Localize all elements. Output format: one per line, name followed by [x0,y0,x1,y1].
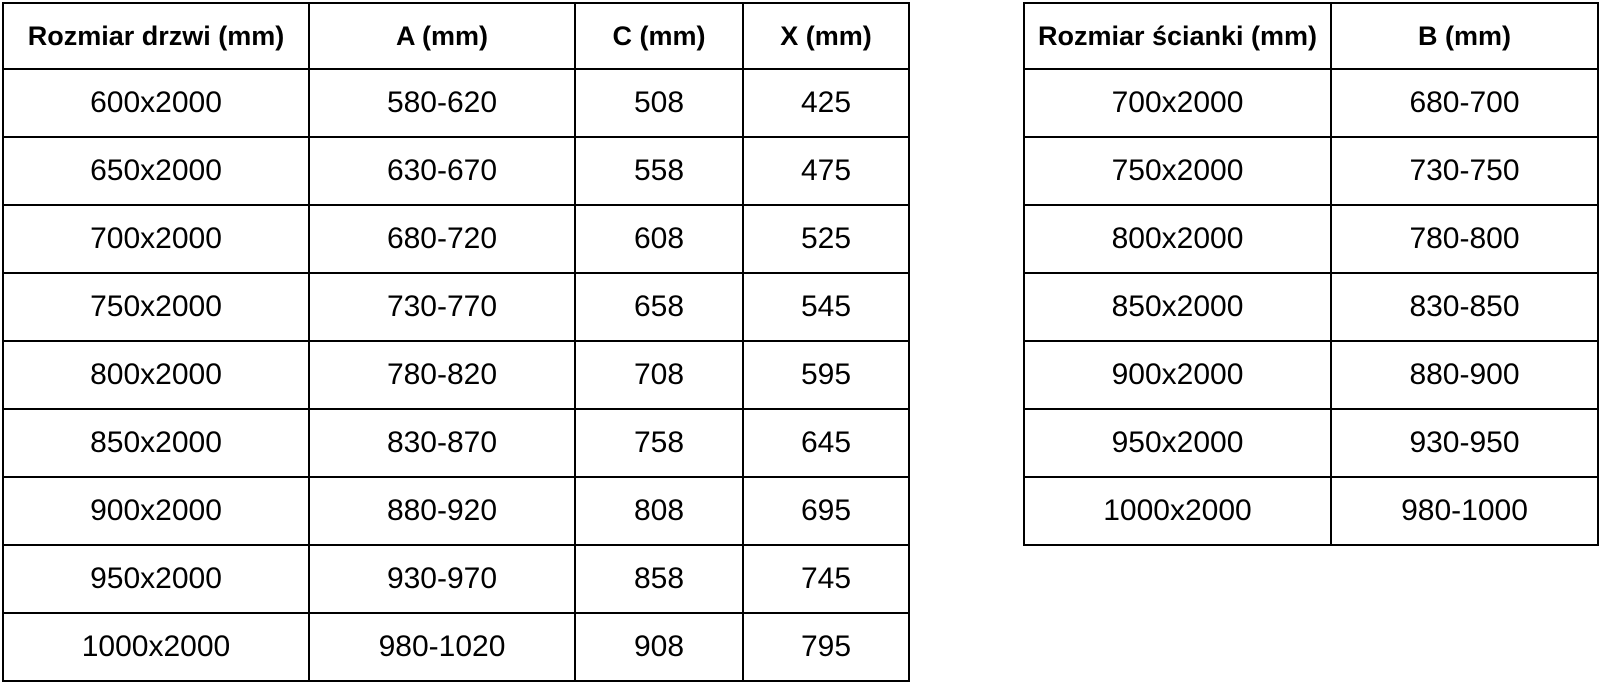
table-row [1024,205,1598,273]
wall-size-cell: 900x2000 [1024,341,1331,409]
door-a-cell: 830-870 [309,409,575,477]
wall-table-header-size: Rozmiar ścianki (mm) [1024,3,1331,69]
door-c-cell: 808 [575,477,743,545]
wall-size-cell: 950x2000 [1024,409,1331,477]
door-size-cell: 700x2000 [3,205,309,273]
door-size-cell: 650x2000 [3,137,309,205]
wall-table-header-b: B (mm) [1331,3,1598,69]
door-c-cell: 558 [575,137,743,205]
door-a-cell: 880-920 [309,477,575,545]
door-x-cell: 425 [743,69,909,137]
door-x-cell: 745 [743,545,909,613]
door-c-cell: 858 [575,545,743,613]
wall-b-cell: 730-750 [1331,137,1598,205]
wall-b-cell: 880-900 [1331,341,1598,409]
door-size-cell: 1000x2000 [3,613,309,681]
door-x-cell: 795 [743,613,909,681]
door-table-header-x: X (mm) [743,3,909,69]
table-row [3,273,909,341]
table-row [3,137,909,205]
wall-size-cell: 750x2000 [1024,137,1331,205]
table-row [1024,273,1598,341]
door-x-cell: 695 [743,477,909,545]
table-row [3,341,909,409]
table-row [3,545,909,613]
door-c-cell: 608 [575,205,743,273]
door-c-cell: 508 [575,69,743,137]
door-table-header-size: Rozmiar drzwi (mm) [3,3,309,69]
door-table-header-a: A (mm) [309,3,575,69]
table-row [3,69,909,137]
table-row [3,477,909,545]
door-a-cell: 780-820 [309,341,575,409]
door-size-cell: 800x2000 [3,341,309,409]
door-c-cell: 658 [575,273,743,341]
door-x-cell: 595 [743,341,909,409]
table-row [1024,341,1598,409]
table-row [1024,409,1598,477]
door-a-cell: 630-670 [309,137,575,205]
wall-table-header-row [1024,3,1598,69]
table-row [3,409,909,477]
wall-size-cell: 800x2000 [1024,205,1331,273]
wall-b-cell: 780-800 [1331,205,1598,273]
table-row [1024,69,1598,137]
table-row [1024,137,1598,205]
door-sizes-table [2,2,910,682]
door-a-cell: 580-620 [309,69,575,137]
wall-b-cell: 680-700 [1331,69,1598,137]
door-table-header-row [3,3,909,69]
door-size-cell: 750x2000 [3,273,309,341]
wall-b-cell: 930-950 [1331,409,1598,477]
table-row [3,205,909,273]
wall-b-cell: 830-850 [1331,273,1598,341]
door-a-cell: 930-970 [309,545,575,613]
wall-b-cell: 980-1000 [1331,477,1598,545]
wall-size-cell: 700x2000 [1024,69,1331,137]
door-a-cell: 980-1020 [309,613,575,681]
wall-sizes-table [1023,2,1599,546]
door-a-cell: 680-720 [309,205,575,273]
door-size-cell: 950x2000 [3,545,309,613]
door-a-cell: 730-770 [309,273,575,341]
door-size-cell: 600x2000 [3,69,309,137]
table-row [1024,477,1598,545]
door-c-cell: 758 [575,409,743,477]
door-c-cell: 908 [575,613,743,681]
door-c-cell: 708 [575,341,743,409]
wall-size-cell: 1000x2000 [1024,477,1331,545]
door-x-cell: 545 [743,273,909,341]
door-table-header-c: C (mm) [575,3,743,69]
wall-size-cell: 850x2000 [1024,273,1331,341]
door-x-cell: 475 [743,137,909,205]
door-x-cell: 525 [743,205,909,273]
door-x-cell: 645 [743,409,909,477]
door-size-cell: 900x2000 [3,477,309,545]
table-row [3,613,909,681]
door-size-cell: 850x2000 [3,409,309,477]
